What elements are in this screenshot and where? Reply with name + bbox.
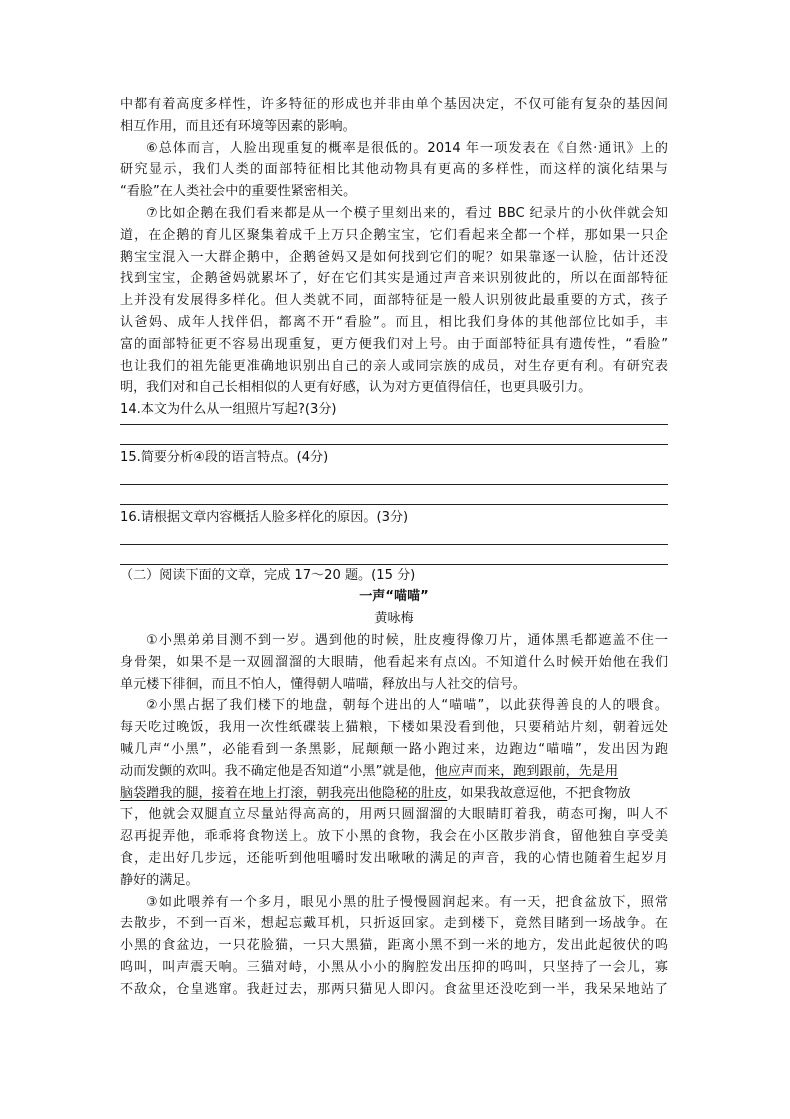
question-14 [120, 399, 668, 445]
text-line: ③如此喂养有一个多月，眼见小黑的肚子慢慢圆润起来。有一天，把食盆放下，照常 [146, 894, 668, 910]
passage-part1 [120, 94, 668, 399]
text-line: 食，走出好几步远，还能听到他咀嚼时发出啾啾的满足的声音，我的心情也随着生起岁月 [120, 850, 668, 866]
question-text: 16.请根据文章内容概括人脸多样化的原因。(3分) [120, 509, 409, 525]
section-2 [120, 565, 668, 1001]
document-page [120, 94, 668, 1000]
question-text: 15.简要分析④段的语言特点。(4分) [120, 449, 329, 465]
text-line: 找到宝宝，企鹅爸妈就累坏了，好在它们其实是通过声音来识别彼此的，所以在面部特征 [120, 271, 668, 287]
text-segment: ，如果我故意逗他，不把食物放 [447, 785, 631, 801]
text-line: 静好的满足。 [120, 872, 199, 888]
section-heading: （二）阅读下面的文章，完成 17～20 题。(15 分) [120, 567, 416, 583]
text-line: 呜叫，叫声震天响。三猫对峙，小黑从小小的胸腔发出压抑的呜叫，只坚持了一会儿，寡 [120, 959, 668, 975]
text-line: 相互作用，而且还有环境等因素的影响。 [120, 118, 356, 134]
text-line: 研究显示，我们人类的面部特征相比其他动物具有更高的多样性，而这样的演化结果与 [120, 162, 668, 178]
paragraph-3 [120, 892, 668, 1001]
underlined-sentence: 脑袋蹭我的腿，接着在地上打滚，朝我亮出他隐秘的肚皮 [120, 785, 448, 801]
paragraph-2 [120, 695, 668, 891]
question-15 [120, 447, 668, 505]
text-line: 去散步，不到一百米，想起忘戴耳机，只折返回家。走到楼下，竟然目睹到一场战争。在 [120, 916, 668, 932]
text-line: ⑦比如企鹅在我们看来都是从一个模子里刻出来的，看过 BBC 纪录片的小伙伴就会知 [146, 205, 668, 221]
text-line: 下，他就会双腿直立尽量站得高高的，用两只圆溜溜的大眼睛盯着我，萌态可掬，叫人不 [120, 807, 668, 823]
text-line: 明，我们对和自己长相相似的人更有好感，认为对方更值得信任，也更具吸引力。 [120, 380, 592, 396]
article-author: 黄咏梅 [374, 611, 414, 627]
text-line: 不敌众，仓皇逃窜。我赶过去，那两只猫见人即闪。食盆里还没吃到一半，我呆呆地站了 [120, 981, 668, 997]
text-line: 中都有着高度多样性，许多特征的形成也并非由单个基因决定，不仅可能有复杂的基因间 [120, 97, 668, 112]
text-line: 鹅宝宝混入一大群企鹅中，企鹅爸妈又是如何找到它们的呢？如果靠逐一认脸，估计还没 [120, 249, 668, 265]
text-line [120, 783, 668, 805]
text-line: ⑥总体而言，人脸出现重复的概率是很低的。2014 年一项发表在《自然·通讯》上的 [146, 140, 668, 156]
text-line: ②小黑占据了我们楼下的地盘，朝每个进出的人“喵喵”，以此获得善良的人的喂食。 [146, 698, 668, 714]
question-16 [120, 507, 668, 565]
text-line: 小黑的食盆边，一只花脸猫，一只大黑猫，距离小黑不到一米的地方，发出此起彼伏的呜 [120, 938, 668, 954]
paragraph-1 [120, 630, 668, 695]
article-title: 一声“喵喵” [359, 589, 429, 605]
text-line: 富的面部特征更不容易出现重复，更方便我们对上号。由于面部特征具有遗传性，“看脸” [120, 336, 668, 352]
text-line [120, 761, 668, 783]
text-line: ①小黑弟弟目测不到一岁。遇到他的时候，肚皮瘦得像刀片，通体黑毛都遮盖不住一 [146, 632, 668, 648]
text-line: 喊几声“小黑”，必能看到一条黑影，屁颠颠一路小跑过来，边跑边“喵喵”，发出因为跑 [120, 741, 668, 757]
text-segment: 动而发颤的欢叫。我不确定他是否知道“小黑”就是他， [120, 763, 435, 779]
underlined-sentence: 他应声而来，跑到跟前，先是用 [434, 763, 619, 779]
text-line: 也让我们的祖先能更准确地识别出自己的亲人或同宗族的成员，对生存更有利。有研究表 [120, 358, 668, 374]
text-line: 认爸妈、成年人找伴侣，都离不开“看脸”。而且，相比我们身体的其他部位比如手，丰 [120, 314, 668, 330]
text-line: 单元楼下徘徊，而且不怕人，懂得朝人喵喵，释放出与人社交的信号。 [120, 676, 526, 692]
text-line: “看脸”在人类社会中的重要性紧密相关。 [120, 184, 357, 200]
text-line: 身骨架，如果不是一双圆溜溜的大眼睛，他看起来有点凶。不知道什么时候开始他在我们 [120, 654, 668, 670]
answer-line[interactable] [120, 504, 668, 505]
answer-line[interactable] [120, 444, 668, 445]
text-line: 忍再捉弄他，乖乖将食物送上。放下小黑的食物，我会在小区散步消食，留他独自享受美 [120, 829, 668, 845]
question-text: 14.本文为什么从一组照片写起?(3分) [120, 402, 337, 418]
text-line: 上并没有发展得多样化。但人类就不同，面部特征是一般人识别彼此最重要的方式，孩子 [120, 293, 668, 309]
text-line: 每天吃过晚饭，我用一次性纸碟装上猫粮，下楼如果没看到他，只要稍站片刻，朝着远处 [120, 720, 668, 736]
text-line: 道，在企鹅的育儿区聚集着成千上万只企鹅宝宝，它们看起来全都一个样，那如果一只企 [120, 227, 668, 243]
